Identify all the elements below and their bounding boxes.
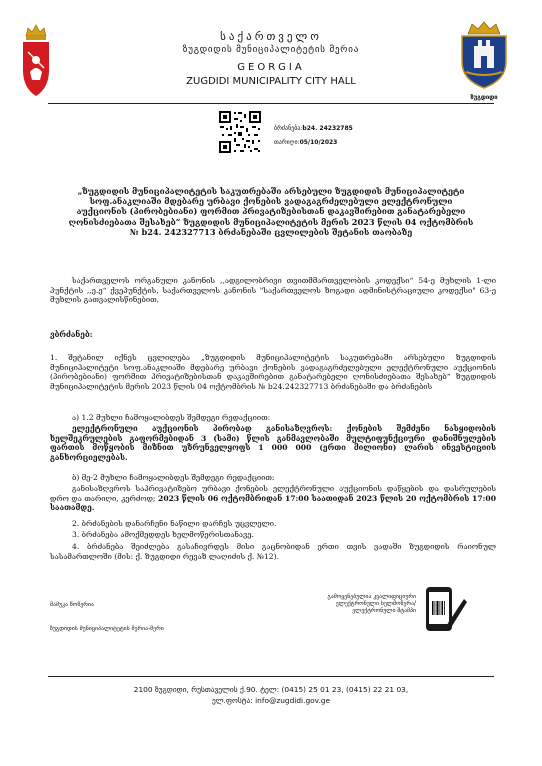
order-word: ვბრძანებ: [50, 330, 93, 339]
e-signature-icon [422, 585, 468, 633]
footer-address: 2100 ზუგდიდი, რუსთაველის ქ.90. ტელ: (0415) 25 01 23, (0415) 22 21 03, [133, 685, 409, 694]
item-1a-text: ელექტრონული აუქციონის პირობად განისაზღვროს: ქონების შემძენი ნასყიდობის ხელშეკრულების გაფორმებიდან 3 (სამი) წლის განმავლობაში მულტიფუნქციური დანიშნულების ფართის მოწყობის მიზნით უზრუნველყოფს 1 000 000 (ერთი მილიონი) ლარის ინვესტიციის განხორციელებას. [50, 424, 496, 462]
header-divider [48, 103, 494, 104]
item-3: 3. ბრძანება ამოქმედდეს ხელმოწერისთანავე. [72, 530, 254, 539]
document-date-label: თარიღი: [274, 139, 300, 146]
document-number [274, 125, 353, 132]
qr-code [218, 110, 262, 154]
e-signature-note-line1: გამოყენებულია კვალიფიციური [327, 594, 416, 600]
e-signature-note-line2: ელექტრონული ხელმოწერა/ [335, 601, 416, 607]
item-1b-text [50, 484, 496, 513]
signer-position: ზუგდიდის მუნიციპალიტეტის მერია-მერი [50, 626, 164, 632]
e-signature-note [296, 594, 416, 615]
signer-name: მამუკა წოწერია [50, 602, 94, 608]
country-georgian: საქართველო [220, 30, 322, 43]
country-english: GEORGIA [237, 62, 305, 73]
item-4: 4. ბრძანება შეიძლება გასაჩივრდეს მისი გაცნობიდან ერთი თვის ვადაში ზუგდიდის რაიონულ სასამართლოში (მის: ქ. ზუგდიდი რევაზ ლაღიძის ქ. №12). [50, 542, 496, 561]
item-1a-heading: ა) 1.2 მუხლი ჩამოყალიბდეს შემდეგი რედაქციით: [72, 413, 271, 422]
intro-paragraph: საქართველოს ორგანული კანონის ,,ადგილობრივი თვითმმართველობის კოდექსი“ 54-ე მუხლის 1-ლი პუნქტის ,,ე.ე“ ქვეპუნქტის, საქართველოს კანონის "საქართველოს ზოგადი ადმინისტრაციული კოდექსი" 63-ე მუხლის გათვალისწინებით, [50, 276, 496, 305]
footer-divider [48, 676, 494, 677]
item-1b-heading: ბ) მე-2 მუხლი ჩამოყალიბდეს შემდეგი რედაქციით: [72, 473, 275, 482]
document-date-value: 05/10/2023 [299, 139, 338, 146]
document-date [274, 139, 337, 146]
document-title: „ზუგდიდის მუნიციპალიტეტის საკუთრებაში არსებული ზუგდიდის მუნიციპალიტეტი სოფ.ანაკლიაში მდებარე ურბავი ქონების ვადაგაგრძელებული ელექტრონული აუქციონის (პირობებიანი) ფორმით პრივატიზებისთან დაკავშირებით განატარებელი ღონისძიებათა შესახებ“ ზუგდიდის მუნიციპალიტეტის მერის 2023 წლის 04 ოქტომბრის № b24. 242327713 ბრძანებაში ცვლილების შეტანის თაობაზე [68, 186, 474, 237]
item-1: 1. შეტანილ იქნეს ცვლილება „ზუგდიდის მუნიციპალიტეტის საკუთრებაში არსებული ზუგდიდის მუნიციპალიტეტი სოფ.ანაკლიაში მდებარე ურბავი ქონების ვადაგაგრძელებული ელექტრონული აუქციონის (პირობებიანი) ფორმით პრივატიზებისთან დაკავშირებით განატარებელი ღონისძიებათა შესახებ“ ზუგდიდის მუნიციპალიტეტის მერის 2023 წლის 04 ოქტომბრის № b24.242327713 ბრძანებაში და ბრძანების [50, 353, 496, 391]
item-1b-text-plain: განისაზღვროს საპრივატიზებო ურბავი ქონების ელექტრონული აუქციონის დაწყების და დასრულების დრო და თარიღი, კერძოდ; [50, 484, 496, 503]
city-hall-english: ZUGDIDI MUNICIPALITY CITY HALL [186, 76, 356, 87]
city-hall-georgian: ზუგდიდის მუნიციპალიტეტის მერია [182, 45, 360, 55]
footer-email: ელ.ფოსტა: info@zugdidi.gov.ge [211, 696, 331, 705]
emblem-caption: ზუგდიდი [470, 94, 498, 101]
document-number-value: b24. 24232785 [302, 125, 353, 132]
e-signature-note-line3: ელექტრონული შტამპი [352, 608, 416, 614]
document-number-label: ბრძანება: [274, 125, 303, 132]
item-1b-text-bold: 2023 წლის 06 ოქტომბრიდან 17:00 საათიდან 2023 წლის 20 ოქტომბრის 17:00 საათამდე. [50, 493, 496, 513]
item-2: 2. ბრძანების დანარჩენი ნაწილი დარჩეს უცვლელი. [72, 519, 277, 528]
